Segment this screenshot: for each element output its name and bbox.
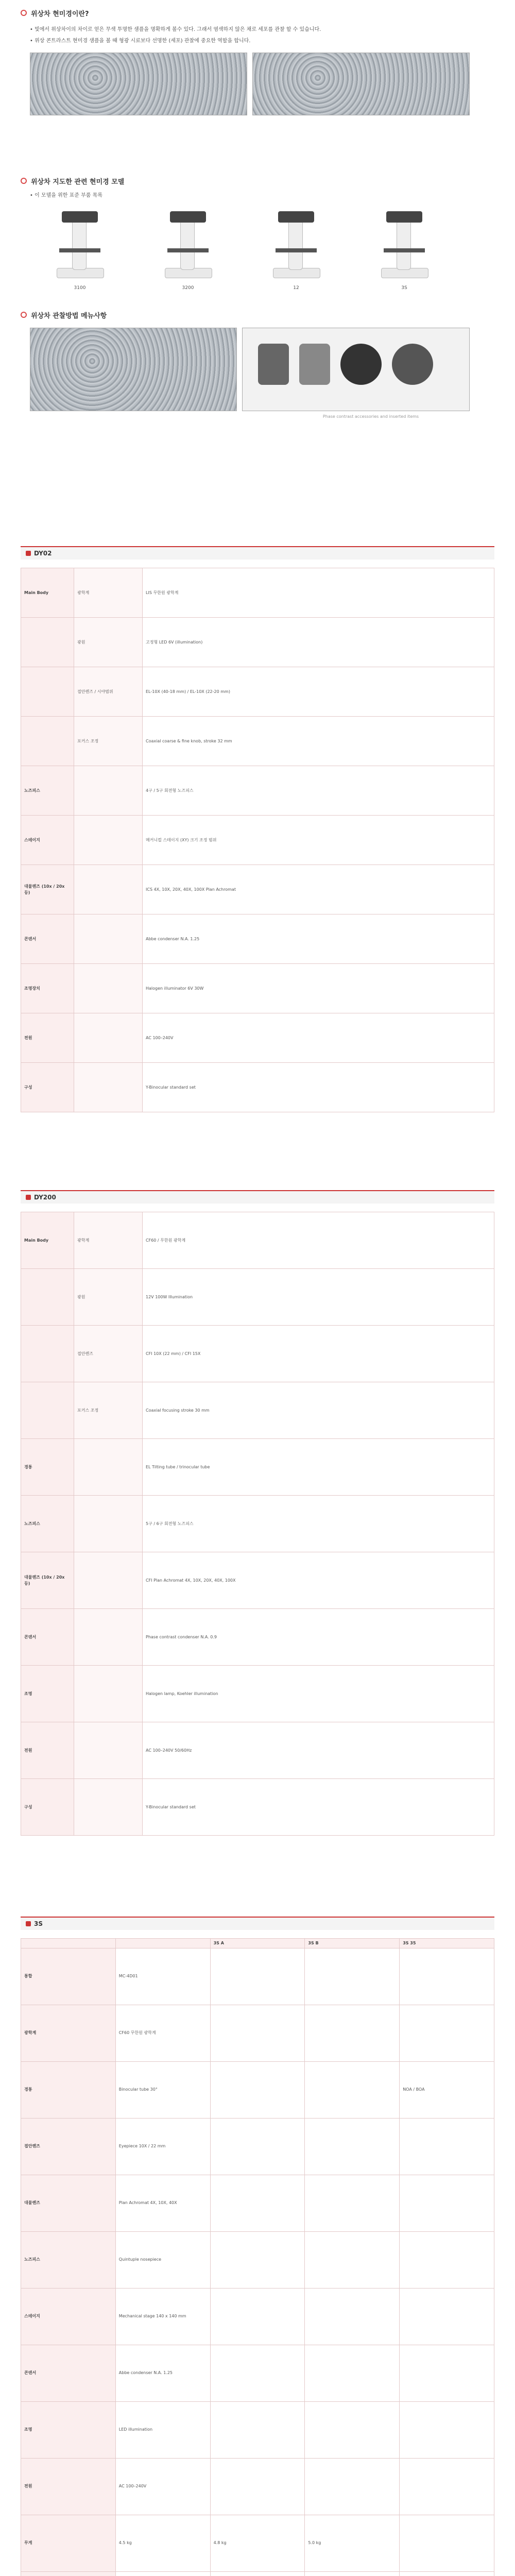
row-value [210, 2175, 305, 2231]
table-row [21, 865, 494, 914]
row-group-label: 스테이지 [21, 816, 74, 865]
row-value: 5구 / 6구 회전형 노즈피스 [143, 1496, 494, 1552]
row-group-label [21, 667, 74, 717]
row-value: Halogen lamp, Koehler illumination [143, 1666, 494, 1722]
spec-icon [26, 551, 31, 556]
spec-table-1 [21, 568, 494, 1112]
row-value [400, 2005, 494, 2061]
row-label [74, 865, 143, 914]
row-label [74, 1722, 143, 1779]
row-value [210, 2288, 305, 2345]
row-label [74, 766, 143, 816]
row-group-label: 콘덴서 [21, 1609, 74, 1666]
row-label: 접안렌즈 / 시야범위 [74, 667, 143, 717]
table-row [21, 914, 494, 964]
row-value: LIS 무한원 광학계 [143, 568, 494, 618]
row-value: Mechanical stage 140 x 140 mm [115, 2288, 210, 2345]
bullet-text-2: • 위상 콘트라스트 현미경 샘플을 볼 때 형광 시료보다 선명한 (세포) 관찰에 중요한 역할을 합니다. [30, 38, 251, 44]
table-row [21, 1326, 494, 1382]
table-row [21, 1948, 494, 2005]
row-value: CF60 무한원 광학계 [115, 2005, 210, 2061]
table-row [21, 568, 494, 618]
spec-icon [26, 1195, 31, 1200]
row-group-label: 전원 [21, 1722, 74, 1779]
row-label: 무게 [21, 2515, 116, 2571]
row-value: AC 100–240V 50/60Hz [143, 1722, 494, 1779]
row-group-label [21, 717, 74, 766]
section-bullet-icon [21, 178, 27, 184]
row-value [400, 2571, 494, 2576]
row-group-label [21, 1326, 74, 1382]
row-group-label [21, 1382, 74, 1439]
phase-sample-image-2 [252, 53, 470, 115]
table-row [21, 1609, 494, 1666]
row-value [400, 2345, 494, 2401]
row-group-label [21, 618, 74, 667]
row-value: Coaxial coarse & fine knob, stroke 32 mm [143, 717, 494, 766]
row-value: 4.8 kg [210, 2515, 305, 2571]
row-value [305, 2005, 400, 2061]
row-value: 4구 / 5구 회전형 노즈피스 [143, 766, 494, 816]
row-group-label: 전원 [21, 1013, 74, 1063]
row-group-label: 노즈피스 [21, 1496, 74, 1552]
row-value [210, 2061, 305, 2118]
table-row [21, 2401, 494, 2458]
row-label: 광학계 [21, 2005, 116, 2061]
row-label: 노즈피스 [21, 2231, 116, 2288]
table-row [21, 2288, 494, 2345]
row-value: EL-10X (40-18 mm) / EL-10X (22-20 mm) [143, 667, 494, 717]
table-row [21, 2118, 494, 2175]
row-value: 5.0 kg [305, 2515, 400, 2571]
row-value [305, 2401, 400, 2458]
row-label [74, 1552, 143, 1609]
row-value [305, 2118, 400, 2175]
column-header [115, 1939, 210, 1948]
row-value [305, 2458, 400, 2515]
row-value: 4.5 kg [115, 2515, 210, 2571]
section-bullet-icon [21, 10, 27, 16]
models-subtitle: • 이 모델을 위한 표준 부품 목록 [30, 193, 102, 198]
row-value [305, 1948, 400, 2005]
microscope-model-2: 3200 [149, 205, 227, 282]
table-header-row [21, 1939, 494, 1948]
row-value: CFI 10X (22 mm) / CFI 15X [143, 1326, 494, 1382]
table-row [21, 2231, 494, 2288]
row-label: 접안렌즈 [74, 1326, 143, 1382]
row-label: 광학계 [74, 568, 143, 618]
row-label [74, 1439, 143, 1496]
row-value [400, 1948, 494, 2005]
table-row [21, 2345, 494, 2401]
row-value: Y-Binocular standard set [143, 1779, 494, 1836]
row-value [305, 2175, 400, 2231]
row-value: Y-Binocular standard set [143, 1063, 494, 1112]
row-label: 광원 [74, 618, 143, 667]
spec-table-3 [21, 1938, 494, 2576]
row-label [74, 1013, 143, 1063]
spec-title-dy200: DY200 [21, 1190, 494, 1204]
row-group-label: 콘덴서 [21, 914, 74, 964]
table-row [21, 1382, 494, 1439]
row-value [305, 2231, 400, 2288]
row-label [74, 1666, 143, 1722]
row-label [21, 2571, 116, 2576]
row-value [400, 2118, 494, 2175]
row-value: Plan Achromat 4X, 10X, 40X [115, 2175, 210, 2231]
table-row [21, 2515, 494, 2571]
row-value [400, 2401, 494, 2458]
column-header: 3S 35 [400, 1939, 494, 1948]
row-value [305, 2061, 400, 2118]
row-value: MC-4D01 [115, 1948, 210, 2005]
row-value: AC 100–240V [115, 2458, 210, 2515]
section-title-models: 위상차 지도한 관련 현미경 모델 [21, 175, 494, 187]
row-value [400, 2515, 494, 2571]
row-value [400, 2175, 494, 2231]
row-value [305, 2345, 400, 2401]
accessories-image [242, 328, 470, 411]
row-value: AC 100–240V [143, 1013, 494, 1063]
row-value [210, 2231, 305, 2288]
row-value: NOA / BOA [400, 2061, 494, 2118]
section-title-phase-contrast [21, 7, 494, 19]
section-bullet-icon [21, 312, 27, 318]
row-value: Halogen illuminator 6V 30W [143, 964, 494, 1013]
section-title-text: 위상차 현미경이란? [31, 10, 89, 18]
row-value: Coaxial focusing stroke 30 mm [143, 1382, 494, 1439]
row-label [74, 816, 143, 865]
row-value: Abbe condenser N.A. 1.25 [143, 914, 494, 964]
row-label: 대물렌즈 [21, 2175, 116, 2231]
column-header: 3S B [305, 1939, 400, 1948]
table-row [21, 667, 494, 717]
row-label: 포커스 조정 [74, 1382, 143, 1439]
row-group-label: 대물렌즈 (10x / 20x 등) [21, 865, 74, 914]
table-row [21, 1779, 494, 1836]
row-group-label: 경통 [21, 1439, 74, 1496]
row-value [400, 2231, 494, 2288]
table-row [21, 964, 494, 1013]
table-row [21, 618, 494, 667]
row-value: CFI Plan Achromat 4X, 10X, 20X, 40X, 100X [143, 1552, 494, 1609]
table-row [21, 2458, 494, 2515]
row-label: 콘덴서 [21, 2345, 116, 2401]
table-row [21, 1013, 494, 1063]
table-row [21, 2175, 494, 2231]
row-value: Phase contrast condenser N.A. 0.9 [143, 1609, 494, 1666]
row-value [305, 2288, 400, 2345]
row-label [74, 964, 143, 1013]
spec-table-2 [21, 1212, 494, 1836]
bullet-text-1: • 빛에서 위상차이의 차이로 얻은 무색 투명한 샘플을 명확하게 볼수 있다. 그래서 염색하지 않은 채로 세포를 관찰 할 수 있습니다. [30, 27, 321, 32]
section-title-accessories: 위상차 관찰방법 메뉴사항 [21, 309, 494, 320]
table-row [21, 1269, 494, 1326]
table-row [21, 766, 494, 816]
row-value [210, 1948, 305, 2005]
row-label [74, 1063, 143, 1112]
table-row [21, 1552, 494, 1609]
row-group-label: 노즈피스 [21, 766, 74, 816]
row-label: 포커스 조정 [74, 717, 143, 766]
column-header [21, 1939, 116, 1948]
spec-icon [26, 1921, 31, 1926]
row-group-label: 조명장치 [21, 964, 74, 1013]
row-label [74, 914, 143, 964]
row-label [74, 1779, 143, 1836]
table-row [21, 1212, 494, 1269]
row-value: 12V 100W Illumination [143, 1269, 494, 1326]
row-value: CF60 / 무한원 광학계 [143, 1212, 494, 1269]
row-value: Quintuple nosepiece [115, 2231, 210, 2288]
row-value: EL Tilting tube / trinocular tube [143, 1439, 494, 1496]
table-row [21, 1063, 494, 1112]
row-value [305, 2571, 400, 2576]
accessories-caption: Phase contrast accessories and inserted items [322, 414, 419, 419]
row-value: Eyepiece 10X / 22 mm [115, 2118, 210, 2175]
row-group-label [21, 1269, 74, 1326]
row-group-label: 대물렌즈 (10x / 20x 등) [21, 1552, 74, 1609]
microscope-model-1: 3100 [41, 205, 118, 282]
row-label: 통합 [21, 1948, 116, 2005]
microscope-model-4: 3S [366, 205, 443, 282]
table-row [21, 2061, 494, 2118]
table-row [21, 2005, 494, 2061]
row-label: 광원 [74, 1269, 143, 1326]
row-label [74, 1496, 143, 1552]
row-group-label: Main Body [21, 1212, 74, 1269]
row-value: Binocular tube 30° [115, 2061, 210, 2118]
spec-title-dy02: DY02 [21, 546, 494, 560]
row-value: ICS 4X, 10X, 20X, 40X, 100X Plan Achromat [143, 865, 494, 914]
table-row [21, 1666, 494, 1722]
row-label: 광학계 [74, 1212, 143, 1269]
row-label: 스테이지 [21, 2288, 116, 2345]
microscope-model-3: 12 [258, 205, 335, 282]
table-row [21, 816, 494, 865]
row-label: 접안렌즈 [21, 2118, 116, 2175]
table-row [21, 1722, 494, 1779]
row-value [400, 2458, 494, 2515]
row-group-label: 구성 [21, 1779, 74, 1836]
row-value: 고정형 LED 6V (illumination) [143, 618, 494, 667]
row-value: Abbe condenser N.A. 1.25 [115, 2345, 210, 2401]
row-value [210, 2571, 305, 2576]
table-row [21, 1439, 494, 1496]
row-label: 경통 [21, 2061, 116, 2118]
row-value [115, 2571, 210, 2576]
row-label: 조명 [21, 2401, 116, 2458]
phase-sample-image-1 [30, 53, 247, 115]
phase-observation-image [30, 328, 237, 411]
table-row [21, 717, 494, 766]
row-group-label: Main Body [21, 568, 74, 618]
row-label [74, 1609, 143, 1666]
row-value [210, 2005, 305, 2061]
row-value [210, 2458, 305, 2515]
row-value: LED illumination [115, 2401, 210, 2458]
row-group-label: 구성 [21, 1063, 74, 1112]
row-value [210, 2345, 305, 2401]
spec-title-3s: 3S [21, 1917, 494, 1930]
column-header: 3S A [210, 1939, 305, 1948]
row-group-label: 조명 [21, 1666, 74, 1722]
row-value [400, 2288, 494, 2345]
table-row [21, 2571, 494, 2576]
row-value: 메커니컬 스테이지 (XY) 크기 조정 범위 [143, 816, 494, 865]
table-row [21, 1496, 494, 1552]
row-label: 전원 [21, 2458, 116, 2515]
row-value [210, 2401, 305, 2458]
row-value [210, 2118, 305, 2175]
